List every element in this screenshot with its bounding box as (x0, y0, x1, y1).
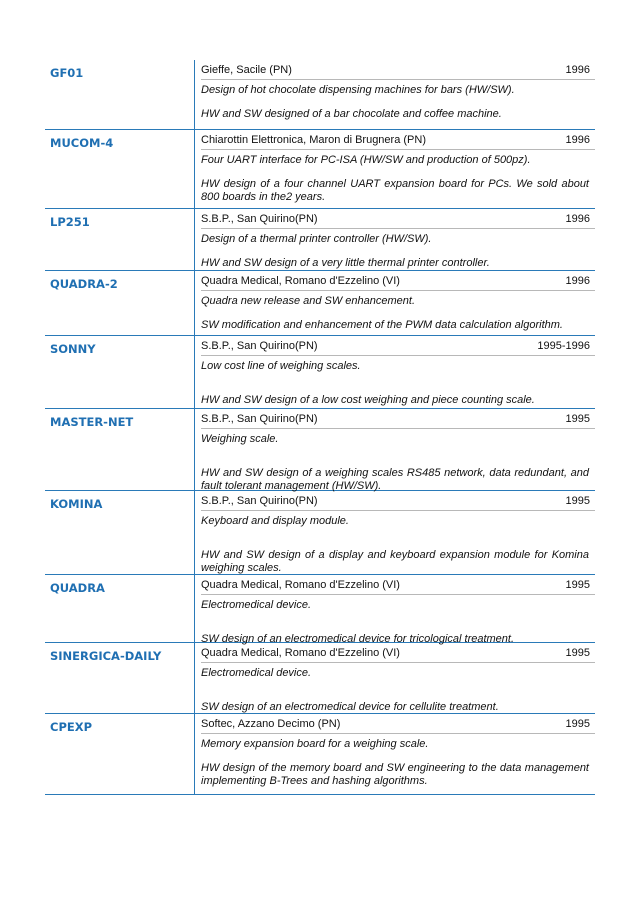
project-description: HW and SW design of a display and keyboard expansion module for Komina weighing scales. (201, 549, 589, 574)
project-detail (194, 130, 595, 208)
year: 1996 (565, 213, 590, 225)
company-line (201, 643, 595, 663)
year: 1995 (565, 413, 590, 425)
project-subtitle: Design of hot chocolate dispensing machines for bars (HW/SW). (201, 84, 515, 96)
project-subtitle: Memory expansion board for a weighing scale. (201, 738, 429, 750)
project-description: HW and SW designed of a bar chocolate and coffee machine. (201, 108, 502, 120)
company: Quadra Medical, Romano d'Ezzelino (VI) (201, 647, 400, 659)
project-description: HW design of a four channel UART expansion board for PCs. We sold about 800 boards in the2 years. (201, 178, 589, 203)
project-detail (194, 271, 595, 335)
year: 1995 (565, 647, 590, 659)
project-description: HW and SW design of a very little thermal printer controller. (201, 257, 490, 269)
year: 1995 (565, 718, 590, 730)
project-entry (45, 643, 595, 714)
company: Quadra Medical, Romano d'Ezzelino (VI) (201, 579, 400, 591)
project-description: SW modification and enhancement of the PWM data calculation algorithm. (201, 319, 563, 331)
company: S.B.P., San Quirino(PN) (201, 413, 318, 425)
project-name: LP251 (50, 215, 90, 229)
project-detail (194, 714, 595, 794)
project-name: QUADRA-2 (50, 277, 118, 291)
company-line (201, 336, 595, 356)
project-subtitle: Electromedical device. (201, 599, 312, 611)
project-entry (45, 491, 595, 575)
company: Softec, Azzano Decimo (PN) (201, 718, 341, 730)
project-description: HW and SW design of a low cost weighing and piece counting scale. (201, 394, 535, 406)
project-name: MUCOM-4 (50, 136, 114, 150)
company: S.B.P., San Quirino(PN) (201, 495, 318, 507)
project-name: QUADRA (50, 581, 105, 595)
project-subtitle: Keyboard and display module. (201, 515, 349, 527)
project-name: GF01 (50, 66, 84, 80)
project-subtitle: Weighing scale. (201, 433, 279, 445)
project-entry (45, 336, 595, 409)
project-detail (194, 336, 595, 408)
company-line (201, 714, 595, 734)
company-line (201, 491, 595, 511)
project-entry (45, 60, 595, 130)
project-entry (45, 209, 595, 271)
company: S.B.P., San Quirino(PN) (201, 213, 318, 225)
company: S.B.P., San Quirino(PN) (201, 340, 318, 352)
project-entry (45, 271, 595, 336)
project-detail (194, 575, 595, 645)
project-subtitle: Four UART interface for PC-ISA (HW/SW and production of 500pz). (201, 154, 531, 166)
project-detail (194, 60, 595, 129)
project-detail (194, 643, 595, 713)
project-name: SONNY (50, 342, 96, 356)
project-subtitle: Quadra new release and SW enhancement. (201, 295, 416, 307)
project-entry (45, 575, 595, 643)
company-line (201, 271, 595, 291)
year: 1995 (565, 495, 590, 507)
project-subtitle: Electromedical device. (201, 667, 312, 679)
company-line (201, 409, 595, 429)
year: 1995 (565, 579, 590, 591)
year: 1995-1996 (537, 340, 590, 352)
project-description: SW design of an electromedical device for cellulite treatment. (201, 701, 499, 713)
project-name: MASTER-NET (50, 415, 134, 429)
project-entry (45, 714, 595, 795)
company-line (201, 60, 595, 80)
project-subtitle: Design of a thermal printer controller (HW/SW). (201, 233, 432, 245)
year: 1996 (565, 275, 590, 287)
project-subtitle: Low cost line of weighing scales. (201, 360, 361, 372)
project-list (45, 60, 595, 795)
company-line (201, 209, 595, 229)
project-entry (45, 130, 595, 209)
project-entry (45, 409, 595, 491)
project-detail (194, 409, 595, 490)
project-name: CPEXP (50, 720, 93, 734)
company: Gieffe, Sacile (PN) (201, 64, 292, 76)
project-detail (194, 209, 595, 270)
company: Quadra Medical, Romano d'Ezzelino (VI) (201, 275, 400, 287)
year: 1996 (565, 134, 590, 146)
company: Chiarottin Elettronica, Maron di Brugnera (PN) (201, 134, 426, 146)
project-name: KOMINA (50, 497, 103, 511)
project-detail (194, 491, 595, 574)
project-description: HW design of the memory board and SW engineering to the data management implementing B-Trees and hashing algorithms. (201, 762, 589, 787)
project-description: HW and SW design of a weighing scales RS485 network, data redundant, and fault tolerant management (HW/SW). (201, 467, 589, 492)
project-name: SINERGICA-DAILY (50, 649, 162, 663)
company-line (201, 130, 595, 150)
company-line (201, 575, 595, 595)
year: 1996 (565, 64, 590, 76)
project-description: SW design of an electromedical device for tricological treatment. (201, 633, 515, 645)
